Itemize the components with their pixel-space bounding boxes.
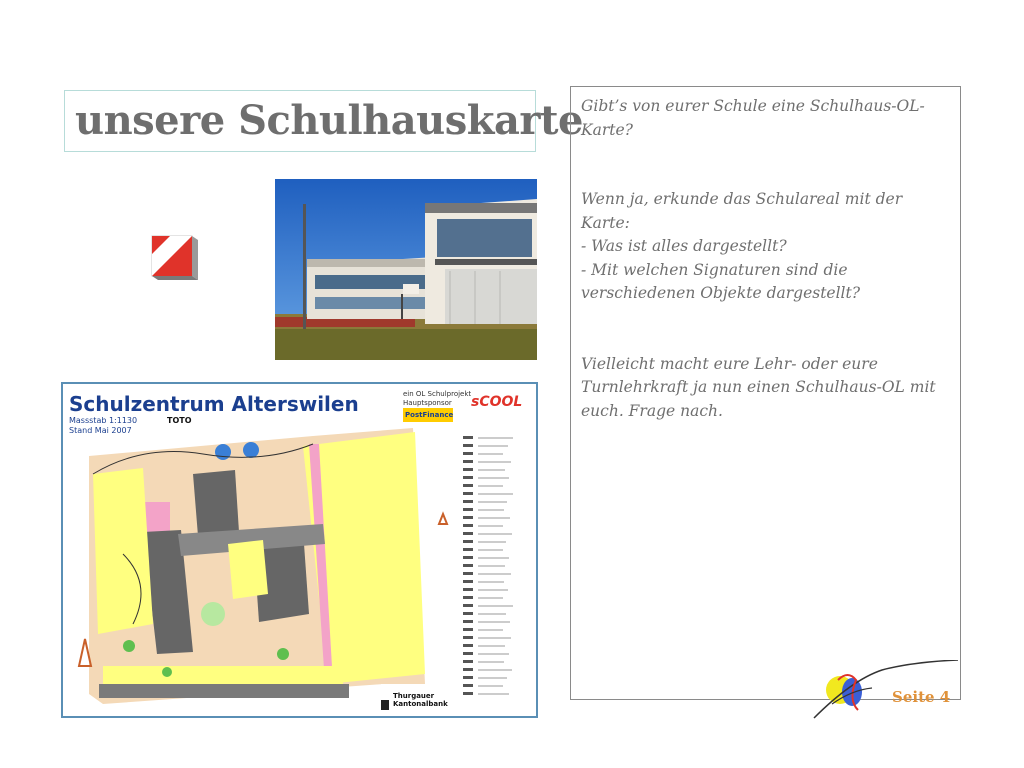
panel-paragraph-2-line-3: - Mit welchen Signaturen sind die verschiedenen Objekte dargestellt? bbox=[581, 260, 861, 302]
map-title: Schulzentrum Alterswilen bbox=[69, 392, 359, 416]
slide-title-box bbox=[64, 90, 583, 152]
map-scool-logo: sCOOL bbox=[471, 394, 523, 410]
map-toto-logo: TOTO bbox=[167, 416, 192, 425]
map-scale: Massstab 1:1130 bbox=[69, 416, 138, 425]
instructions-panel bbox=[570, 86, 961, 700]
map-sponsor-label: Hauptsponsor bbox=[403, 399, 452, 407]
map-project-label: ein OL Schulprojekt bbox=[403, 390, 472, 398]
slide-title: unsere Schulhauskarte bbox=[75, 97, 583, 144]
map-date: Stand Mai 2007 bbox=[69, 426, 132, 435]
school-building-photo bbox=[275, 179, 537, 360]
panel-paragraph-3: Vielleicht macht eure Lehr- oder eure Turnlehrkraft ja nun einen Schulhaus-OL mit euch. Frage nach. bbox=[581, 354, 936, 420]
panel-paragraph-2-line-2: - Was ist alles dargestellt? bbox=[581, 237, 787, 255]
page-number: Seite 4 bbox=[892, 688, 951, 706]
orienteering-flag-icon bbox=[148, 230, 200, 282]
map-bank-logo: Thurgauer Kantonalbank bbox=[393, 692, 448, 708]
school-orienteering-map bbox=[61, 382, 538, 718]
map-postfinance-logo: PostFinance bbox=[405, 411, 454, 419]
panel-paragraph-2-line-1: Wenn ja, erkunde das Schulareal mit der Karte: bbox=[581, 190, 903, 232]
panel-paragraph-1: Gibt’s von eurer Schule eine Schulhaus-OL-Karte? bbox=[581, 97, 925, 139]
map-subtitle bbox=[69, 416, 137, 436]
